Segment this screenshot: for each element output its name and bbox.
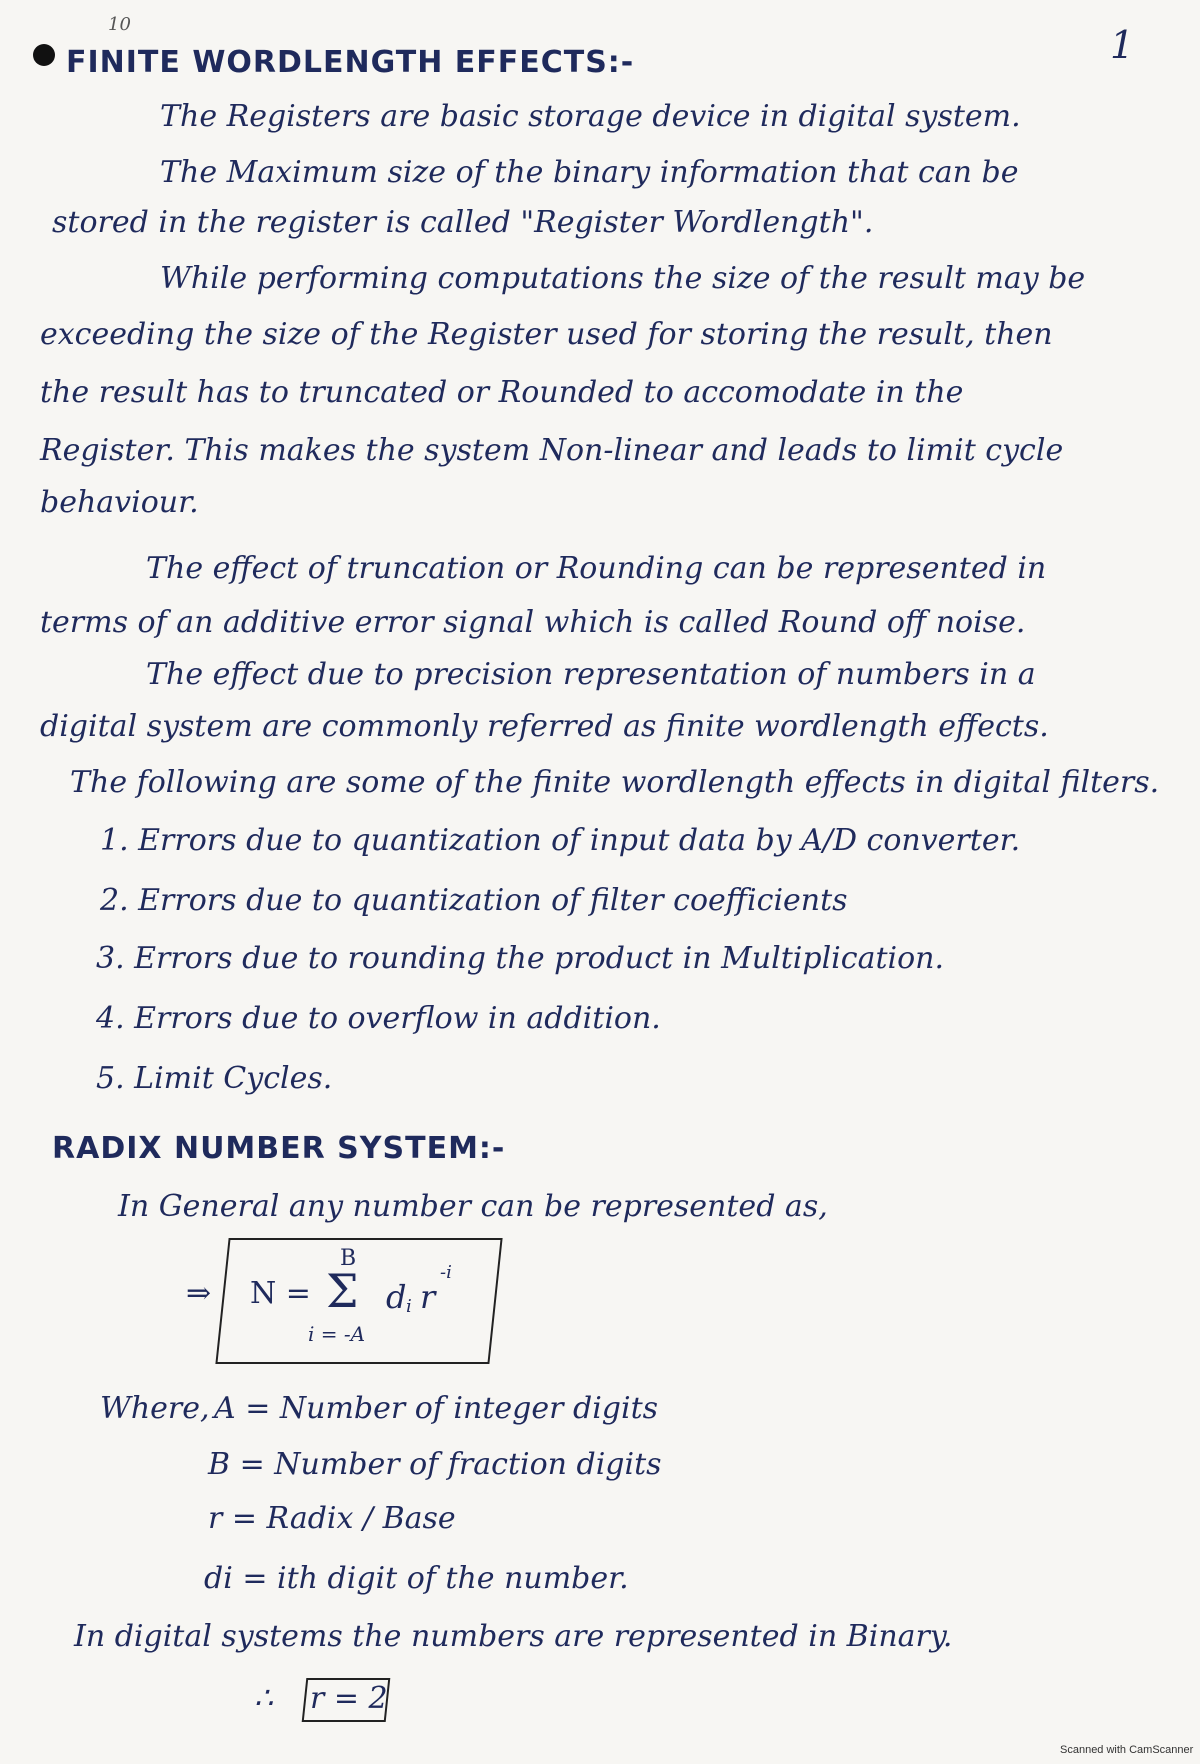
paragraph-line: digital system are commonly referred as finite wordlength effects. [40, 709, 1049, 744]
binary-line: In digital systems the numbers are represented in Binary. [74, 1619, 953, 1654]
bullet-icon [33, 44, 55, 66]
definition-line: B = Number of fraction digits [208, 1447, 662, 1482]
list-item: 2. Errors due to quantization of filter coefficients [100, 883, 848, 918]
paragraph-line: The effect due to precision representation of numbers in a [146, 657, 1036, 692]
formula-term-sub: i [406, 1296, 412, 1317]
paragraph-line: The Registers are basic storage device in digital system. [160, 99, 1021, 134]
paragraph-line: exceeding the size of the Register used for storing the result, then [40, 317, 1053, 352]
sum-upper-limit: B [340, 1246, 357, 1271]
section-title-finite-wordlength: FINITE WORDLENGTH EFFECTS:- [66, 45, 635, 80]
scanner-footer: Scanned with CamScanner [1060, 1744, 1194, 1756]
where-label: Where, [100, 1391, 210, 1426]
paragraph-line: behaviour. [40, 485, 199, 520]
formula-lhs: N = [250, 1276, 311, 1311]
paragraph-line: While performing computations the size of the result may be [160, 261, 1086, 296]
section-title-radix: RADIX NUMBER SYSTEM:- [52, 1131, 506, 1166]
intro-line: In General any number can be represented as, [118, 1189, 828, 1224]
paragraph-line: The Maximum size of the binary information that can be [160, 155, 1019, 190]
therefore-icon: ∴ [254, 1681, 274, 1716]
paragraph-line: the result has to truncated or Rounded to accomodate in the [40, 375, 964, 410]
list-item: 4. Errors due to overflow in addition. [96, 1001, 661, 1036]
paragraph-line: Register. This makes the system Non-linear and leads to limit cycle [40, 433, 1064, 468]
paragraph-line: terms of an additive error signal which is called Round off noise. [40, 605, 1026, 640]
sigma-icon: Σ [326, 1264, 359, 1318]
paragraph-line: The following are some of the finite wordlength effects in digital filters. [70, 765, 1160, 800]
corner-mark: 10 [108, 14, 131, 35]
paragraph-line: stored in the register is called "Register Wordlength". [52, 205, 874, 240]
list-item: 5. Limit Cycles. [96, 1061, 333, 1096]
list-item: 1. Errors due to quantization of input data by A/D converter. [100, 823, 1021, 858]
list-item: 3. Errors due to rounding the product in Multiplication. [96, 941, 945, 976]
conclusion: r = 2 [310, 1681, 388, 1716]
formula-term-r: r [420, 1278, 436, 1316]
formula-exponent: -i [440, 1262, 452, 1283]
definition-line: r = Radix / Base [208, 1501, 456, 1536]
definition-line: A = Number of integer digits [214, 1391, 659, 1426]
definition-line: di = ith digit of the number. [204, 1561, 629, 1596]
page-number: 1 [1110, 23, 1135, 67]
implies-arrow-icon: ⇒ [186, 1276, 212, 1311]
sum-lower-limit: i = -A [308, 1322, 366, 1346]
formula-term-d: d [386, 1278, 407, 1316]
paragraph-line: The effect of truncation or Rounding can be represented in [146, 551, 1047, 586]
